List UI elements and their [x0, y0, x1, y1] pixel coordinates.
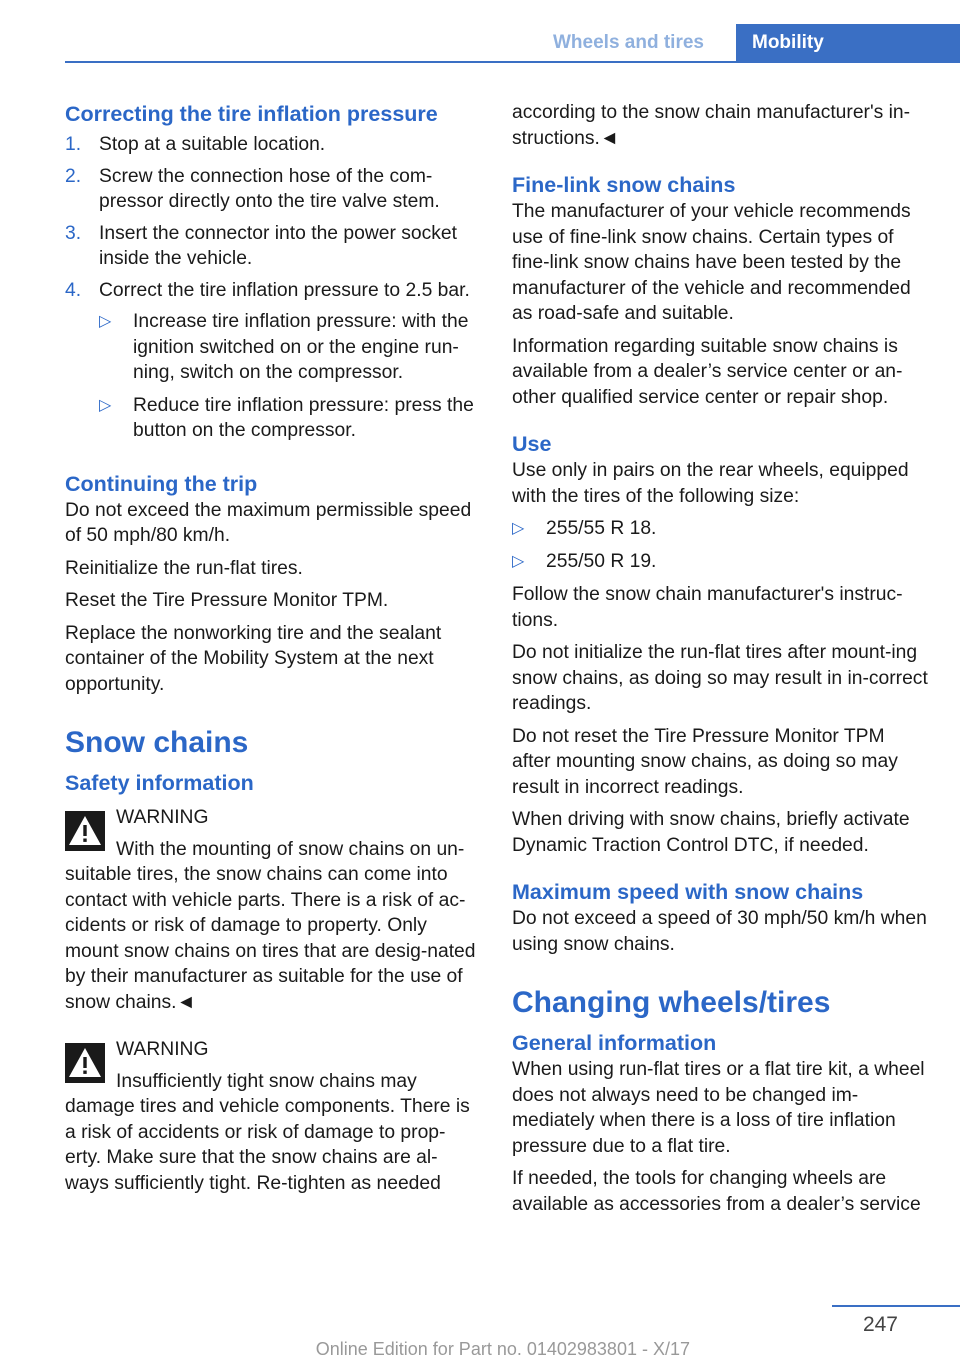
section-correcting-pressure	[65, 100, 481, 444]
section-fine-link-chains	[512, 171, 928, 410]
step-item	[65, 164, 481, 215]
warning-label: WARNING	[116, 1039, 209, 1060]
list-item	[512, 549, 928, 575]
paragraph: Do not exceed the maximum permissible speed of 50 mph/80 km/h.	[65, 499, 472, 546]
header-chapter-tab: Mobility	[736, 24, 960, 62]
triangle-right-bullet-icon: ▷	[99, 396, 112, 414]
step-text: Correct the tire inflation pressure to 2.5 bar.	[99, 279, 470, 301]
section-title: Fine-link snow chains	[512, 173, 736, 197]
paragraph: When using run-flat tires or a flat tire kit, a wheel does not always need to be changed im-mediately when there is a loss of tire inflation pressure due to a flat tire.	[512, 1059, 925, 1157]
page-footer	[0, 1305, 960, 1362]
list-item-text: 255/50 R 19.	[546, 550, 657, 572]
section-use	[512, 430, 928, 858]
warning-label: WARNING	[116, 807, 209, 828]
paragraph: Use only in pairs on the rear wheels, equipped with the tires of the following size:	[512, 460, 909, 507]
page-number: 247	[862, 1313, 898, 1336]
warning-text: With the mounting of snow chains on un-suitable tires, the snow chains can come into contact with vehicle parts. There is a risk of ac-cidents or risk of damage to property. Only mount snow chains on tires that are desig-nated by their manufacturer as suitable for the use of snow chains.◄	[65, 838, 476, 1013]
section-safety-information	[65, 769, 481, 1196]
paragraph: When driving with snow chains, briefly activate Dynamic Traction Control DTC, if needed.	[512, 809, 910, 856]
paragraph: Information regarding suitable snow chains is available from a dealer’s service center or an-other qualified service center or repair shop.	[512, 335, 903, 408]
step-text: Stop at a suitable location.	[99, 134, 326, 155]
warning-block	[65, 1037, 481, 1196]
paragraph: If needed, the tools for changing wheels are available as accessories from a dealer’s service	[512, 1168, 921, 1215]
section-title: General information	[512, 1031, 717, 1055]
triangle-right-bullet-icon: ▷	[512, 552, 525, 570]
list-item	[99, 309, 481, 386]
paragraph: The manufacturer of your vehicle recommends use of fine-link snow chains. Certain types of fine-link snow chains have been tested by the manufacturer of the vehicle and recommended as road-safe and suitable.	[512, 201, 911, 324]
section-title: Correcting the tire inflation pressure	[65, 102, 438, 126]
warning-triangle-icon	[65, 811, 105, 851]
step-number: 3.	[65, 222, 82, 244]
paragraph: Do not reset the Tire Pressure Monitor TPM after mounting snow chains, as doing so may result in incorrect readings.	[512, 725, 898, 798]
section-title: Maximum speed with snow chains	[512, 880, 864, 904]
paragraph: Reinitialize the run-flat tires.	[65, 557, 303, 579]
step-number: 2.	[65, 165, 82, 187]
steps-list	[65, 132, 481, 303]
left-column	[65, 100, 481, 1206]
paragraph: Reset the Tire Pressure Monitor TPM.	[65, 590, 389, 611]
page-header	[0, 24, 960, 62]
list-item	[99, 393, 481, 444]
paragraph: Do not initialize the run-flat tires after mount-ing snow chains, as doing so may result in in-correct readings.	[512, 642, 928, 714]
sub-bullet-list	[99, 309, 481, 444]
paragraph: Follow the snow chain manufacturer's instruc-tions.	[512, 584, 903, 631]
chapter-heading-snow-chains: Snow chains	[65, 726, 249, 759]
step-number: 1.	[65, 134, 82, 155]
list-item-text: 255/55 R 18.	[546, 518, 657, 539]
step-item	[65, 221, 481, 272]
step-text: Insert the connector into the power socket inside the vehicle.	[99, 222, 457, 269]
step-number: 4.	[65, 279, 82, 301]
section-title: Use	[512, 432, 552, 456]
header-section-title: Wheels and tires	[553, 32, 704, 53]
edition-text: Online Edition for Part no. 01402983801 - X/17	[315, 1339, 690, 1359]
triangle-right-bullet-icon: ▷	[99, 313, 112, 330]
header-rule	[65, 61, 960, 63]
right-column	[512, 100, 928, 1224]
warning-text: Insufficiently tight snow chains may damage tires and vehicle components. There is a risk of accidents or risk of damage to prop-erty. Make sure that the snow chains are al-ways sufficiently tight. Re-tighten as needed	[65, 1070, 470, 1194]
step-item	[65, 278, 481, 304]
step-item	[65, 132, 481, 158]
section-general-information	[512, 1029, 928, 1217]
list-item	[512, 516, 928, 542]
step-text: Screw the connection hose of the com-pressor directly onto the tire valve stem.	[99, 165, 440, 212]
section-title: Continuing the trip	[65, 471, 258, 496]
warning-triangle-icon	[65, 1043, 105, 1083]
paragraph-continued: according to the snow chain manufacturer's in-structions.◄	[512, 102, 911, 149]
list-item-text: Reduce tire inflation pressure: press the button on the compressor.	[133, 394, 474, 441]
triangle-right-bullet-icon: ▷	[512, 520, 525, 537]
section-max-speed	[512, 878, 928, 957]
footer-rule	[832, 1305, 960, 1307]
warning-block	[65, 805, 481, 1015]
paragraph: Do not exceed a speed of 30 mph/50 km/h when using snow chains.	[512, 908, 927, 955]
section-continuing-trip	[65, 470, 481, 698]
chapter-heading-changing-wheels: Changing wheels/tires	[512, 986, 831, 1019]
tire-size-list	[512, 516, 928, 574]
list-item-text: Increase tire inflation pressure: with the ignition switched on or the engine run-ning, switch on the compressor.	[133, 311, 469, 383]
paragraph: Replace the nonworking tire and the sealant container of the Mobility System at the next opportunity.	[65, 622, 442, 695]
section-title: Safety information	[65, 771, 254, 795]
